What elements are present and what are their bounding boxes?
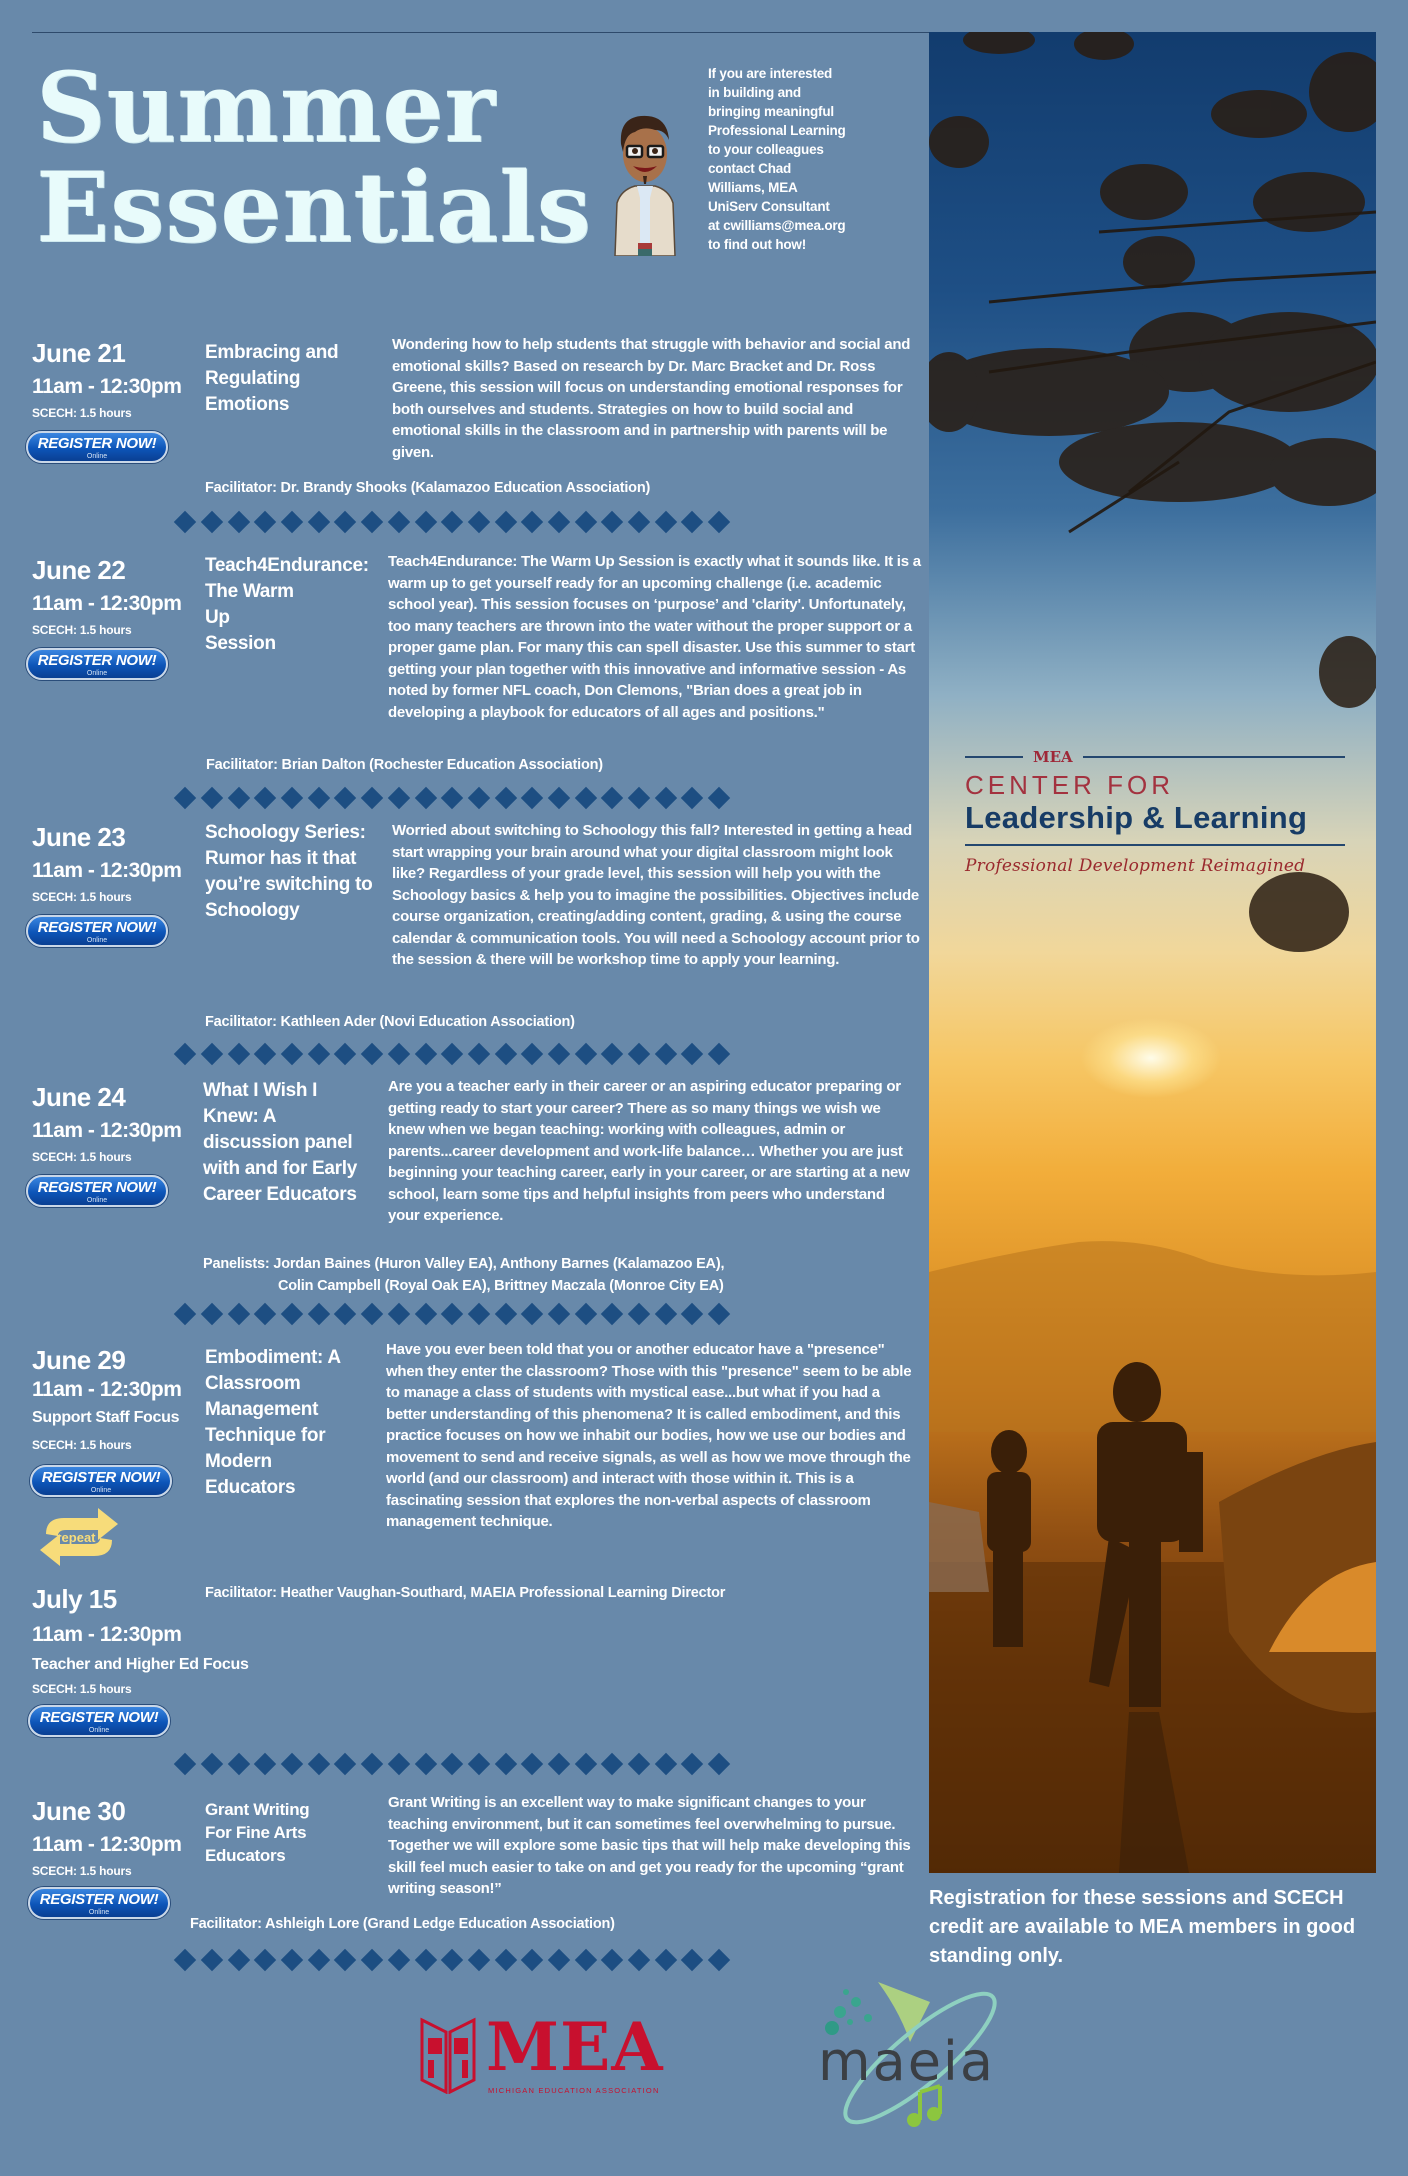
session-title bbox=[205, 1345, 385, 1501]
session-facilitator: Facilitator: Ashleigh Lore (Grand Ledge Education Association) bbox=[190, 1916, 615, 1932]
diamond-divider bbox=[172, 1040, 754, 1068]
register-label: REGISTER NOW! bbox=[39, 1891, 159, 1908]
register-now-button[interactable] bbox=[28, 1887, 170, 1919]
session-facilitator: Facilitator: Heather Vaughan-Southard, MAEIA Professional Learning Director bbox=[205, 1585, 726, 1601]
title-line: Technique for bbox=[205, 1425, 326, 1446]
session-time: 11am - 12:30pm bbox=[32, 1119, 182, 1142]
session-description: Worried about switching to Schoology this fall? Interested in getting a head start wrapping your brain around what your digital classroom might look like? Regardless of your grade level, this session will help you with the Schoology basics & help you to imagine the possibilities. Objectives include course organization, creating/adding content, grading, & using the course calendar & communication tools. You will need a Schoology account prior to the session & there will be workshop time to apply your learning. bbox=[392, 822, 920, 968]
session-date: June 23 bbox=[32, 822, 126, 852]
contact-line: contact Chad bbox=[708, 161, 792, 176]
registration-note: Registration for these sessions and SCECH credit are available to MEA members in good standing only. bbox=[929, 1887, 1356, 1967]
contact-line: Professional Learning bbox=[708, 123, 846, 138]
logo-tagline: Professional Development Reimagined bbox=[965, 856, 1306, 876]
session-description: Are you a teacher early in their career or an aspiring educator preparing or getting ready to start your career? There as so many things we wish we knew when we began teaching: working with colleagues, admin or parents...career development and work-life balance… Whether you are just beginning your teaching career, early in your career, or are starting at a new school, learn some tips and helpful insights from peers who understand your experience. bbox=[388, 1078, 910, 1224]
title-line: Schoology bbox=[205, 900, 300, 921]
logo-rule bbox=[965, 756, 1023, 758]
title-line: Educators bbox=[205, 1846, 286, 1865]
contact-line: to your colleagues bbox=[708, 142, 824, 157]
register-now-button[interactable] bbox=[26, 1175, 168, 1207]
contact-email[interactable]: at cwilliams@mea.org bbox=[708, 218, 846, 233]
title-line: Modern bbox=[205, 1451, 272, 1472]
session-schedule bbox=[32, 555, 202, 680]
session-facilitator: Facilitator: Dr. Brandy Shooks (Kalamazoo Education Association) bbox=[205, 480, 651, 496]
logo-center-for: CENTER FOR bbox=[965, 770, 1174, 800]
register-now-button[interactable] bbox=[26, 431, 168, 463]
top-divider bbox=[32, 32, 932, 33]
title-line: Educators bbox=[205, 1477, 296, 1498]
session-focus: Support Staff Focus bbox=[32, 1409, 180, 1426]
bitmoji-avatar-icon bbox=[605, 108, 685, 256]
contact-line: to find out how! bbox=[708, 237, 807, 252]
diamond-divider bbox=[172, 1300, 754, 1328]
session-description: Have you ever been told that you or another educator have a "presence" when they enter the classroom? Those with this "presence" seem to be able to manage a class of students with mystical ease...but what if you had a better understanding of this phenomena? It is called embodiment, and this practice focuses on how we inhabit our bodies, how we use our bodies and movement to send and receive signals, as well as how we move through the world (and our classroom) and interact with those within it. This is a fascinating session that explores the non-verbal aspects of classroom management technique. bbox=[386, 1341, 912, 1530]
register-now-button[interactable] bbox=[26, 915, 168, 947]
register-label: REGISTER NOW! bbox=[41, 1469, 161, 1486]
panelists-line-1: Panelists: Jordan Baines (Huron Valley EA), Anthony Barnes (Kalamazoo EA), bbox=[203, 1256, 725, 1272]
mea-book-icon bbox=[420, 2010, 476, 2094]
title-line: discussion panel bbox=[203, 1132, 353, 1153]
diamond-divider bbox=[172, 1946, 754, 1974]
title-line: with and for Early bbox=[203, 1158, 358, 1179]
maeia-logo bbox=[810, 1972, 1020, 2142]
register-now-button[interactable] bbox=[26, 648, 168, 680]
session-schedule bbox=[32, 1082, 202, 1207]
session-title bbox=[205, 1798, 385, 1867]
title-line: The Warm bbox=[205, 581, 294, 602]
title-line: Management bbox=[205, 1399, 319, 1420]
session-date: June 29 bbox=[32, 1345, 126, 1375]
scech-hours: SCECH: 1.5 hours bbox=[32, 890, 132, 904]
title-line: Session bbox=[205, 633, 276, 654]
diamond-divider bbox=[172, 1750, 754, 1778]
session-title bbox=[203, 1078, 383, 1208]
session-time: 11am - 12:30pm bbox=[32, 1833, 182, 1856]
title-line: Rumor has it that bbox=[205, 848, 357, 869]
session-date: June 30 bbox=[32, 1796, 126, 1826]
title-line: Embracing and bbox=[205, 342, 339, 363]
session-schedule bbox=[32, 822, 202, 947]
contact-line: in building and bbox=[708, 85, 801, 100]
center-for-leadership-learning-logo bbox=[965, 748, 1345, 876]
session-schedule bbox=[32, 1584, 292, 1737]
session-time: 11am - 12:30pm bbox=[32, 1378, 182, 1401]
register-sublabel: Online bbox=[86, 1197, 108, 1204]
session-description: Grant Writing is an excellent way to make significant changes to your teaching environment, but it can sometimes feel overwhelming to pursue. Together we will explore some basic tips that will help make developing this skill feel much easier to take on and get you ready for the upcoming “grant writing season!” bbox=[388, 1794, 911, 1897]
session-date: June 24 bbox=[32, 1082, 126, 1112]
session-title bbox=[205, 553, 385, 657]
scech-hours: SCECH: 1.5 hours bbox=[32, 1438, 132, 1452]
session-time: 11am - 12:30pm bbox=[32, 859, 182, 882]
contact-info bbox=[708, 64, 878, 254]
photo-silhouettes bbox=[929, 32, 1376, 1873]
title-line: Career Educators bbox=[203, 1184, 357, 1205]
register-label: REGISTER NOW! bbox=[37, 435, 157, 452]
session-schedule bbox=[32, 1345, 202, 1497]
mea-wordmark: MEA bbox=[486, 2008, 664, 2086]
session-facilitator: Facilitator: Kathleen Ader (Novi Education Association) bbox=[205, 1014, 575, 1030]
session-title bbox=[205, 340, 385, 418]
diamond-divider bbox=[172, 784, 754, 812]
scech-hours: SCECH: 1.5 hours bbox=[32, 623, 132, 637]
session-facilitator: Facilitator: Brian Dalton (Rochester Education Association) bbox=[206, 757, 603, 773]
scech-hours: SCECH: 1.5 hours bbox=[32, 1682, 132, 1696]
session-date: June 21 bbox=[32, 338, 126, 368]
maeia-wordmark: maeia bbox=[818, 2030, 996, 2093]
contact-line: Williams, MEA bbox=[708, 180, 798, 195]
title-line-1: Summer bbox=[36, 51, 496, 164]
session-focus: Teacher and Higher Ed Focus bbox=[32, 1656, 249, 1673]
mea-logo bbox=[420, 2010, 700, 2100]
title-line: you’re switching to bbox=[205, 874, 373, 895]
title-line: Classroom bbox=[205, 1373, 301, 1394]
title-line: Embodiment: A bbox=[205, 1347, 341, 1368]
title-line-2: Essentials bbox=[36, 151, 592, 264]
title-line: Schoology Series: bbox=[205, 822, 366, 843]
title-line: Grant Writing bbox=[205, 1800, 310, 1819]
logo-leadership-learning: Leadership & Learning bbox=[965, 800, 1308, 835]
logo-rule bbox=[965, 844, 1345, 846]
session-title bbox=[205, 820, 391, 924]
session-date: July 15 bbox=[32, 1584, 117, 1614]
register-label: REGISTER NOW! bbox=[37, 1179, 157, 1196]
register-sublabel: Online bbox=[88, 1909, 110, 1916]
session-description: Wondering how to help students that struggle with behavior and social and emotional skills? Based on research by Dr. Marc Bracket and Dr. Ross Greene, this session will focus on understanding emotional responses for both ourselves and students. Strategies on how to build social and emotional skills in the classroom and in partnership with parents will be given. bbox=[392, 336, 911, 461]
register-label: REGISTER NOW! bbox=[37, 919, 157, 936]
session-time: 11am - 12:30pm bbox=[32, 592, 182, 615]
session-schedule bbox=[32, 1796, 202, 1919]
register-sublabel: Online bbox=[90, 1487, 112, 1494]
session-time: 11am - 12:30pm bbox=[32, 1623, 182, 1646]
session-description: Teach4Endurance: The Warm Up Session is exactly what it sounds like. It is a warm up to get yourself ready for an upcoming challenge (i.e. academic school year). This session focuses on ‘purpose’ and 'clarity'. Unfortunately, too many teachers are thrown into the water without the proper support or a proper game plan. For many this can spell disaster. Use this summer to start getting your plan together with this innovative and informative session - As noted by former NFL coach, Don Clemons, "Brian does a great job in developing a playbook for educators of all ages and positions." bbox=[388, 553, 921, 721]
title-line: Emotions bbox=[205, 394, 290, 415]
diamond-divider bbox=[172, 508, 754, 536]
session-panelists bbox=[203, 1254, 724, 1296]
register-sublabel: Online bbox=[86, 937, 108, 944]
mea-subtitle: MICHIGAN EDUCATION ASSOCIATION bbox=[488, 2086, 660, 2095]
title-line: What I Wish I bbox=[203, 1080, 318, 1101]
register-sublabel: Online bbox=[86, 670, 108, 677]
register-sublabel: Online bbox=[86, 453, 108, 460]
repeat-icon bbox=[32, 1500, 126, 1574]
register-label: REGISTER NOW! bbox=[37, 652, 157, 669]
register-sublabel: Online bbox=[88, 1727, 110, 1734]
session-schedule bbox=[32, 338, 202, 463]
scech-hours: SCECH: 1.5 hours bbox=[32, 1864, 132, 1878]
panelists-line-2: Colin Campbell (Royal Oak EA), Brittney Maczala (Monroe City EA) bbox=[278, 1278, 724, 1294]
contact-line: If you are interested bbox=[708, 66, 833, 81]
title-line: Up bbox=[205, 607, 230, 628]
scech-hours: SCECH: 1.5 hours bbox=[32, 406, 132, 420]
register-now-button[interactable] bbox=[30, 1465, 172, 1497]
contact-line: bringing meaningful bbox=[708, 104, 834, 119]
session-time: 11am - 12:30pm bbox=[32, 375, 182, 398]
scech-hours: SCECH: 1.5 hours bbox=[32, 1150, 132, 1164]
repeat-label: repeat bbox=[56, 1530, 96, 1545]
logo-rule bbox=[1083, 756, 1345, 758]
session-date: June 22 bbox=[32, 555, 126, 585]
title-line: Knew: A bbox=[203, 1106, 277, 1127]
title-line: For Fine Arts bbox=[205, 1823, 307, 1842]
title-line: Regulating bbox=[205, 368, 301, 389]
logo-mea: MEA bbox=[1033, 748, 1073, 766]
contact-line: UniServ Consultant bbox=[708, 199, 830, 214]
register-now-button[interactable] bbox=[28, 1705, 170, 1737]
sunset-campers-photo bbox=[929, 32, 1376, 1873]
page-title bbox=[36, 51, 592, 264]
title-line: Teach4Endurance: bbox=[205, 555, 369, 576]
register-label: REGISTER NOW! bbox=[39, 1709, 159, 1726]
